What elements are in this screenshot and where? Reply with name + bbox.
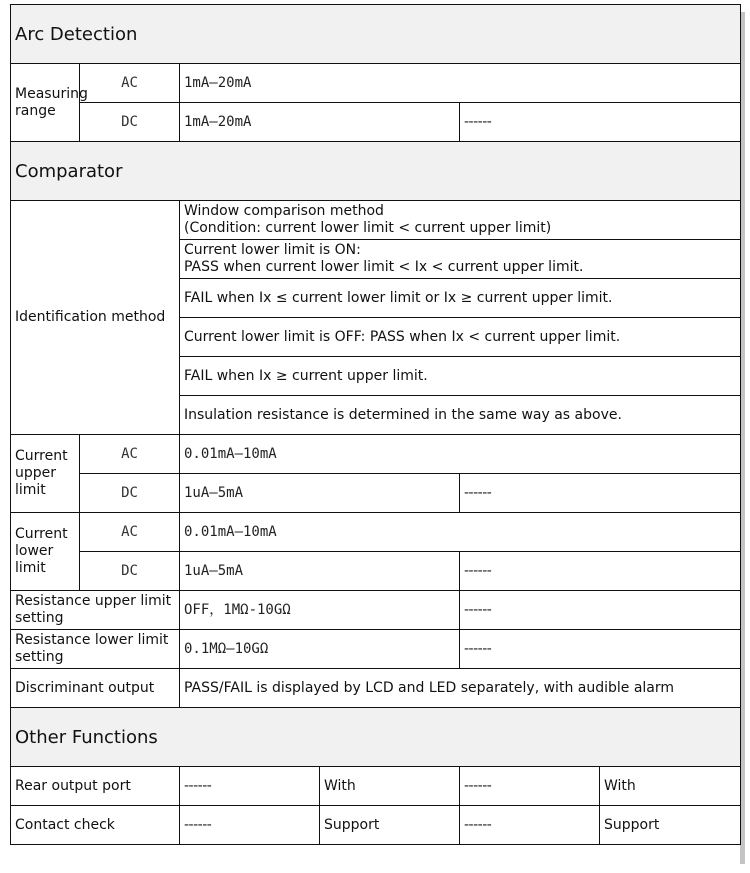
value-cell: 1uA–5mA: [180, 474, 460, 513]
empty-value-cell: ------: [460, 630, 741, 669]
section-header-other-functions: [11, 708, 741, 767]
table-row: [11, 767, 741, 806]
sub-label-ac: AC: [80, 513, 180, 552]
section-title: Arc Detection: [11, 5, 741, 64]
value-cell: 1mA–20mA: [180, 103, 460, 142]
section-title: Comparator: [11, 142, 741, 201]
value-cell: With: [600, 767, 741, 806]
row-label-rear-output-port: Rear output port: [11, 767, 180, 806]
value-cell: 0.01mA–10mA: [180, 435, 741, 474]
value-cell: 0.01mA–10mA: [180, 513, 741, 552]
row-label-resistance-lower: Resistance lower limit setting: [11, 630, 180, 669]
empty-value-cell: ------: [460, 474, 741, 513]
identification-line: FAIL when Ix ≥ current upper limit.: [180, 357, 741, 396]
row-label-identification-method: Identification method: [11, 201, 180, 435]
table-row: [11, 669, 741, 708]
value-cell: ------: [460, 806, 600, 845]
table-row: [11, 591, 741, 630]
section-title: Other Functions: [11, 708, 741, 767]
row-label-measuring-range: Measuring range: [11, 64, 80, 142]
table-row: [11, 103, 741, 142]
sub-label-dc: DC: [80, 103, 180, 142]
sub-label-dc: DC: [80, 474, 180, 513]
table-row: [11, 474, 741, 513]
value-cell: 1uA–5mA: [180, 552, 460, 591]
table-row: [11, 201, 741, 240]
table-row: [11, 552, 741, 591]
identification-line: FAIL when Ix ≤ current lower limit or Ix ≥ current upper limit.: [180, 279, 741, 318]
value-cell: Support: [320, 806, 460, 845]
text-line: (Condition: current lower limit < current upper limit): [184, 220, 552, 236]
sub-label-ac: AC: [80, 64, 180, 103]
table-row: [11, 64, 741, 103]
table-row: [11, 630, 741, 669]
row-label-resistance-upper: Resistance upper limit setting: [11, 591, 180, 630]
sub-label-ac: AC: [80, 435, 180, 474]
value-cell: ------: [460, 767, 600, 806]
row-label-current-lower-limit: Current lower limit: [11, 513, 80, 591]
identification-line: [180, 240, 741, 279]
row-label-contact-check: Contact check: [11, 806, 180, 845]
value-cell: OFF，1MΩ-10GΩ: [180, 591, 460, 630]
text-line: Window comparison method: [184, 203, 384, 219]
section-header-arc-detection: [11, 5, 741, 64]
identification-line: Current lower limit is OFF: PASS when Ix < current upper limit.: [180, 318, 741, 357]
value-cell: 0.1MΩ–10GΩ: [180, 630, 460, 669]
table-row: [11, 806, 741, 845]
section-header-comparator: [11, 142, 741, 201]
identification-line: Insulation resistance is determined in the same way as above.: [180, 396, 741, 435]
spec-table: [10, 4, 741, 845]
value-cell: With: [320, 767, 460, 806]
value-cell: ------: [180, 806, 320, 845]
empty-value-cell: ------: [460, 552, 741, 591]
table-row: [11, 513, 741, 552]
row-label-current-upper-limit: Current upper limit: [11, 435, 80, 513]
value-cell: Support: [600, 806, 741, 845]
text-line: Current lower limit is ON:: [184, 242, 361, 258]
table-row: [11, 435, 741, 474]
value-cell: PASS/FAIL is displayed by LCD and LED separately, with audible alarm: [180, 669, 741, 708]
empty-value-cell: ------: [460, 591, 741, 630]
value-cell: 1mA–20mA: [180, 64, 741, 103]
identification-line: [180, 201, 741, 240]
row-label-discriminant-output: Discriminant output: [11, 669, 180, 708]
sub-label-dc: DC: [80, 552, 180, 591]
value-cell: ------: [180, 767, 320, 806]
text-line: PASS when current lower limit < Ix < current upper limit.: [184, 259, 584, 275]
empty-value-cell: ------: [460, 103, 741, 142]
